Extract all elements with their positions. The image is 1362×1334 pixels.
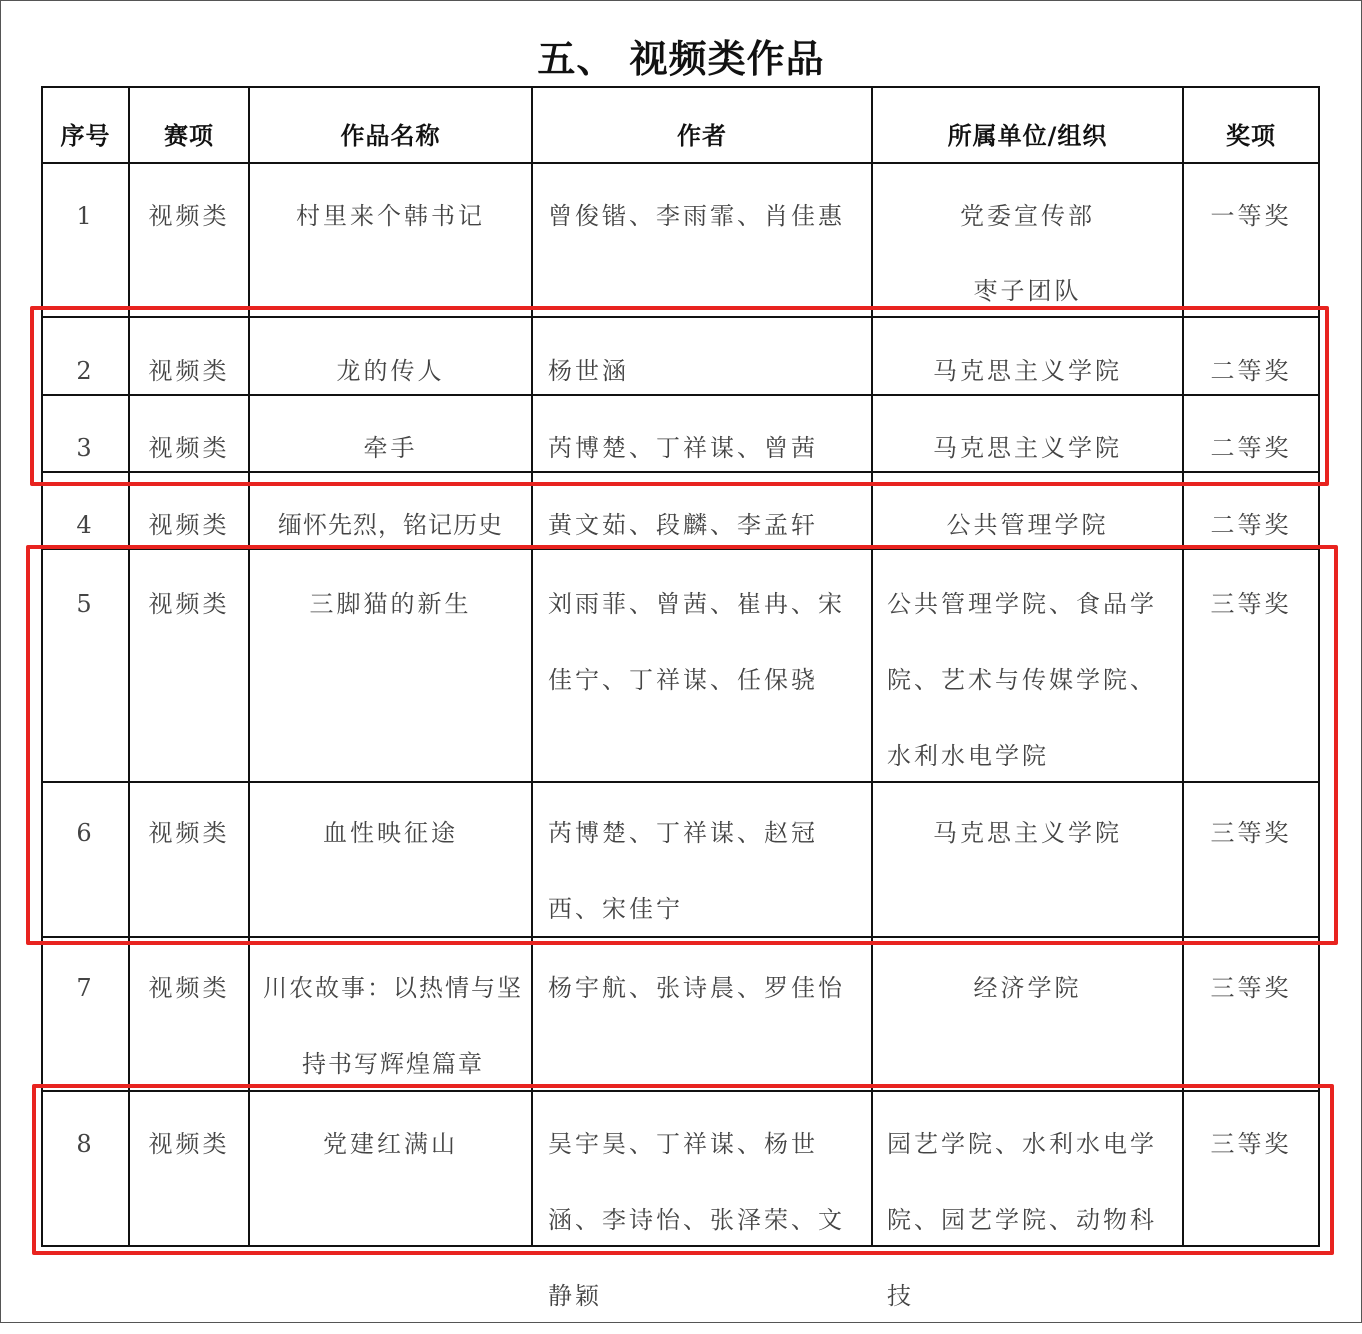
cell-author: 吴宇昊、丁祥谋、杨世涵、李诗怡、张泽荣、文静颖 xyxy=(548,1130,845,1310)
cell-work: 川农故事：以热情与坚持书写辉煌篇章 xyxy=(263,974,523,1078)
cell-award: 三等奖 xyxy=(1210,590,1292,618)
highlight-box-rows-2-3 xyxy=(30,306,1329,486)
cell-category: 视频类 xyxy=(148,819,230,847)
header-no: 序号 xyxy=(60,122,111,150)
cell-award: 三等奖 xyxy=(1210,974,1292,1002)
cell-award: 二等奖 xyxy=(1210,434,1292,462)
cell-work: 血性映征途 xyxy=(323,819,458,847)
cell-org: 枣子团队 xyxy=(973,277,1082,305)
cell-author: 芮博楚、丁祥谋、曾茜 xyxy=(548,434,818,462)
cell-work: 缅怀先烈，铭记历史 xyxy=(278,511,503,539)
cell-no: 4 xyxy=(76,511,95,539)
cell-author: 杨世涵 xyxy=(548,357,629,385)
cell-org: 公共管理学院、食品学院、艺术与传媒学院、水利水电学院 xyxy=(887,590,1157,770)
highlight-box-rows-5-6 xyxy=(26,545,1338,945)
cell-org: 马克思主义学院 xyxy=(933,819,1122,847)
cell-no: 3 xyxy=(76,434,95,462)
cell-award: 二等奖 xyxy=(1210,357,1292,385)
cell-no: 7 xyxy=(76,974,95,1002)
cell-org: 公共管理学院 xyxy=(946,511,1109,539)
cell-category: 视频类 xyxy=(148,1130,230,1158)
cell-work: 龙的传人 xyxy=(336,357,445,385)
cell-author: 杨宇航、张诗晨、罗佳怡 xyxy=(548,974,845,1002)
cell-no: 2 xyxy=(76,357,95,385)
cell-work: 村里来个韩书记 xyxy=(296,202,485,230)
cell-work: 党建红满山 xyxy=(323,1130,458,1158)
cell-org: 园艺学院、水利水电学院、园艺学院、动物科技 xyxy=(887,1130,1157,1310)
cell-author: 芮博楚、丁祥谋、赵冠西、宋佳宁 xyxy=(548,819,818,923)
cell-category: 视频类 xyxy=(148,511,230,539)
header-award: 奖项 xyxy=(1226,122,1276,150)
cell-no: 8 xyxy=(76,1130,95,1158)
cell-category: 视频类 xyxy=(148,357,230,385)
cell-no: 6 xyxy=(76,819,95,847)
cell-category: 视频类 xyxy=(148,434,230,462)
cell-org: 经济学院 xyxy=(973,974,1082,1002)
cell-org: 马克思主义学院 xyxy=(933,357,1122,385)
header-author: 作者 xyxy=(677,122,727,150)
header-work: 作品名称 xyxy=(340,122,441,150)
cell-category: 视频类 xyxy=(148,202,230,230)
cell-work: 牵手 xyxy=(363,434,418,462)
cell-category: 视频类 xyxy=(148,590,230,618)
cell-award: 一等奖 xyxy=(1210,202,1292,230)
cell-award: 三等奖 xyxy=(1210,1130,1292,1158)
cell-work: 三脚猫的新生 xyxy=(309,590,472,618)
cell-award: 三等奖 xyxy=(1210,819,1292,847)
cell-award: 二等奖 xyxy=(1210,511,1292,539)
page-title: 五、 视频类作品 xyxy=(537,37,825,81)
cell-no: 1 xyxy=(76,202,95,230)
header-org: 所属单位/组织 xyxy=(947,122,1108,150)
cell-author: 刘雨菲、曾茜、崔冉、宋佳宁、丁祥谋、任保骁 xyxy=(548,590,845,694)
cell-org: 党委宣传部 xyxy=(960,202,1095,230)
header-category: 赛项 xyxy=(164,122,214,150)
highlight-box-row-8 xyxy=(32,1084,1334,1255)
cell-author: 黄文茹、段麟、李孟轩 xyxy=(548,511,818,539)
cell-no: 5 xyxy=(76,590,95,618)
cell-category: 视频类 xyxy=(148,974,230,1002)
cell-author: 曾俊锴、李雨霏、肖佳惠 xyxy=(548,202,845,230)
cell-org: 马克思主义学院 xyxy=(933,434,1122,462)
rule xyxy=(41,86,1320,88)
